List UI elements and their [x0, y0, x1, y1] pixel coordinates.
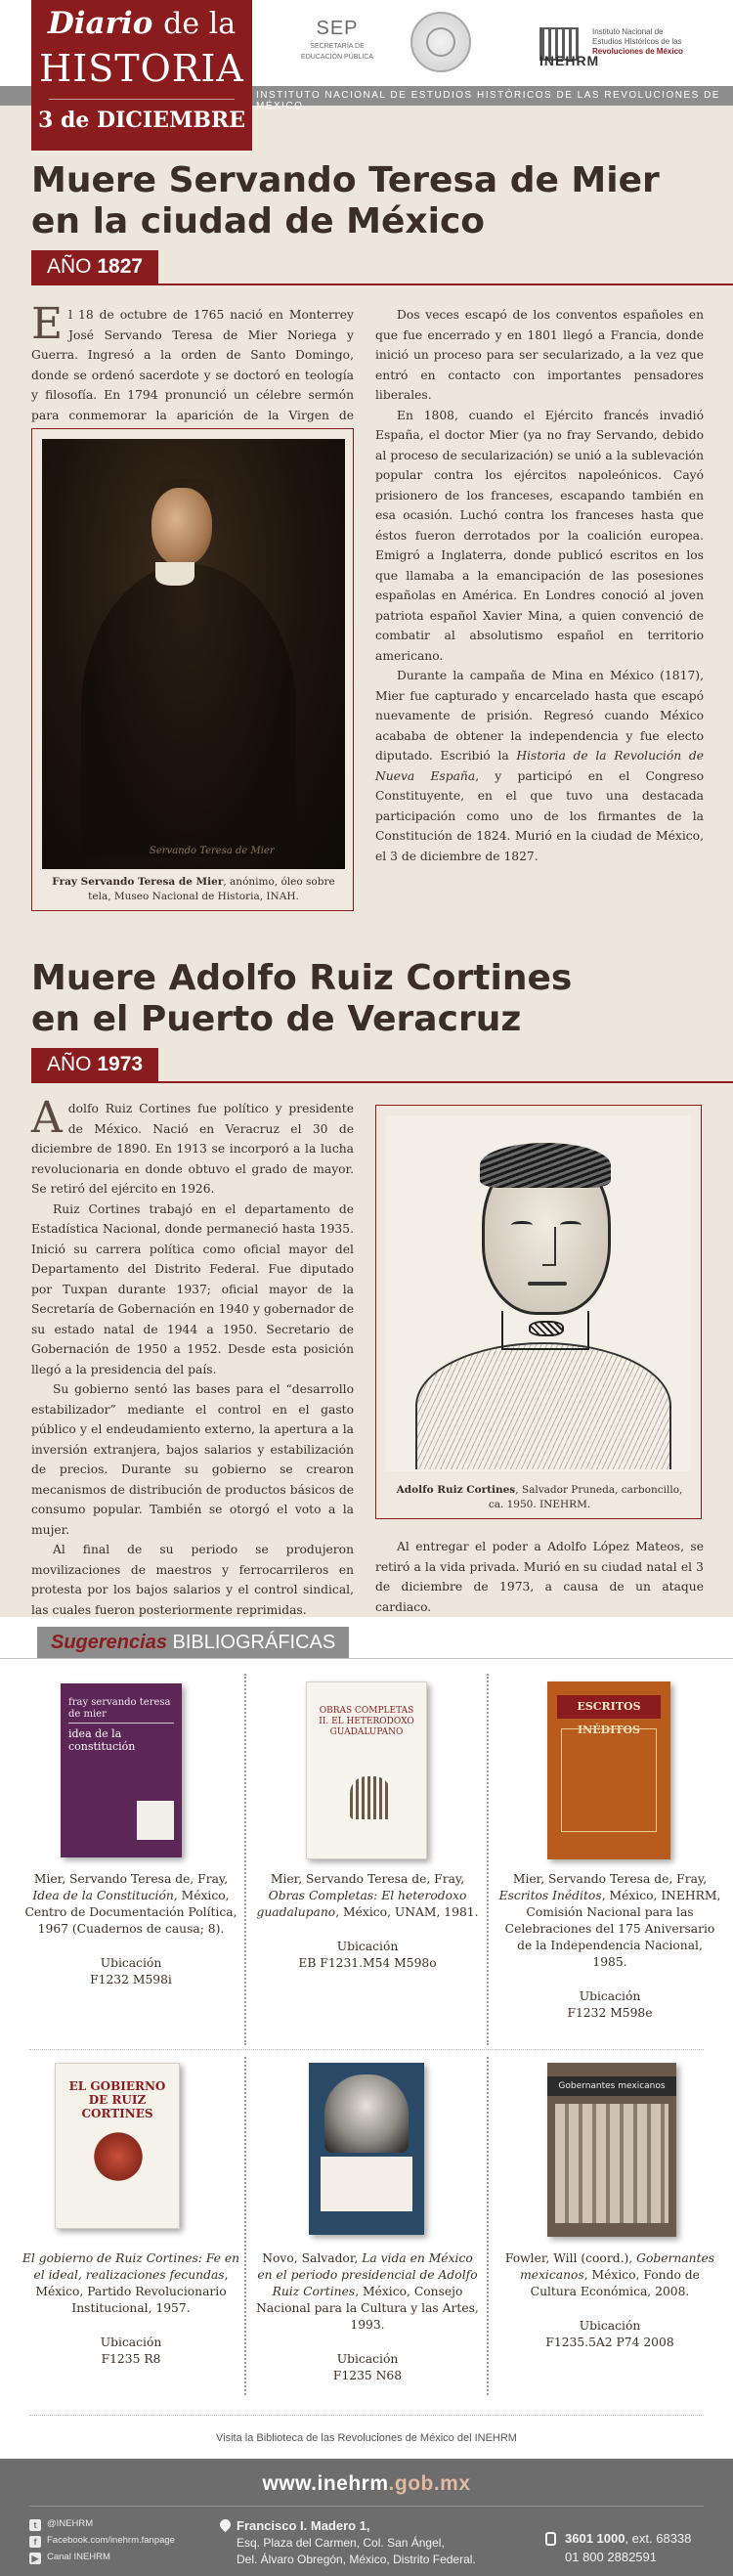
book-5-rest: , México, Consejo Nacional para la Cultura y las Artes, 1993.: [256, 2285, 479, 2332]
article2-dropcap: A: [31, 1093, 63, 1143]
book-4: [20, 2250, 242, 2368]
book-cover-2-title: OBRAS COMPLETAS II. EL HETERODOXO GUADALUPANO: [319, 1706, 414, 1737]
book-5-citation: [256, 2250, 479, 2334]
book-2-location: EB F1231.M54 M598o: [298, 1956, 437, 1970]
book-6-rest: , México, Fondo de Cultura Económica, 2008.: [530, 2268, 700, 2298]
book-cover-4[interactable]: [55, 2063, 180, 2229]
phone1-main[interactable]: 3601 1000: [565, 2531, 625, 2546]
twitter-icon: t: [29, 2519, 41, 2531]
illustration-icon: [93, 2126, 144, 2187]
book-5-author: Novo, Salvador,: [262, 2251, 359, 2265]
article1-p2: Dos veces escapó de los conventos españoles en que fue encerrado y en 1801 llegó a Francia, donde inició un proceso para ser secularizado, a la vez que entró en contacto con importantes pensadores liberales.: [375, 308, 704, 402]
article2-title: [31, 958, 572, 1040]
address-line3: Del. Álvaro Obregón, México, Distrito Federal.: [237, 2553, 476, 2566]
book-4-title: El gobierno de Ruiz Cortines: Fe en el ideal, realizaciones fecundas: [22, 2251, 240, 2282]
inehrm-logo: [539, 25, 715, 68]
book-3-title: Escritos Inéditos: [498, 1889, 602, 1902]
website-main[interactable]: www.inehrm: [262, 2472, 389, 2495]
book-4-location-label: Ubicación: [100, 2336, 162, 2349]
channel-link[interactable]: [29, 2549, 175, 2565]
book-cover-5[interactable]: [309, 2063, 424, 2235]
book-3-author: Mier, Servando Teresa de, Fray,: [512, 1872, 708, 1886]
ruiz-cortines-portrait: [386, 1115, 691, 1471]
book-5-title: La vida en México en el periodo presidencial de Adolfo Ruiz Cortines: [257, 2251, 478, 2298]
book-5-location-label: Ubicación: [336, 2352, 399, 2366]
column-divider: [487, 1674, 489, 2045]
book-6-author: Fowler, Will (coord.),: [504, 2251, 633, 2265]
sep-logo: [274, 18, 401, 62]
article2-caption: [388, 1483, 691, 1512]
sep-line2: EDUCACIÓN PÚBLICA: [301, 54, 373, 61]
footer: [0, 2459, 733, 2576]
article1-col2: [375, 305, 704, 866]
address-line2: Esq. Plaza del Carmen, Col. San Ángel,: [237, 2536, 445, 2550]
book-cover-6[interactable]: [547, 2063, 676, 2237]
address: [237, 2517, 476, 2568]
website-tld[interactable]: .gob.mx: [388, 2472, 471, 2495]
article2-p5: Al entregar el poder a Adolfo López Mateos, se retiró a la vida privada. Murió en su ciudad natal el 3 de diciembre de 1973, a causa de un ataque cardiaco.: [375, 1540, 704, 1614]
masthead-dela: de la: [163, 7, 237, 41]
masthead-historia: HISTORIA: [39, 47, 244, 90]
inehrm-line3: Revoluciones de México: [592, 47, 683, 56]
book-1-citation: [20, 1871, 242, 1938]
book-5: [256, 2250, 479, 2384]
facebook-icon: f: [29, 2536, 41, 2548]
article1-year: 1827: [97, 255, 144, 278]
inehrm-fullname: [592, 27, 683, 57]
article2-year-badge: [31, 1048, 158, 1081]
social-links: [29, 2515, 175, 2565]
phone-icon: [545, 2532, 556, 2546]
video-channel-icon: ▶: [29, 2553, 41, 2564]
article2-portrait-frame: [375, 1105, 702, 1519]
book-5-location: F1235 N68: [332, 2369, 403, 2382]
article2-col2: [375, 1537, 704, 1617]
article1-caption-bold: Fray Servando Teresa de Mier: [52, 876, 224, 888]
suggestions-tab: [37, 1627, 349, 1658]
book-2-rest: , México, UNAM, 1981.: [335, 1905, 479, 1919]
row-divider: [29, 2049, 704, 2050]
article2-p1: dolfo Ruiz Cortines fue político y presidente de México. Nació en Veracruz el 30 de diciembre de 1890. En 1913 se incorporó a la lucha revolucionaria en donde obtuvo el grado de mayor. Se retiró del ejército en 1926.: [31, 1102, 354, 1196]
article1-year-rule: [31, 284, 733, 285]
book-3-location: F1232 M598e: [567, 2006, 653, 2020]
article2-year-label: AÑO: [47, 1053, 92, 1075]
book-6: [498, 2250, 721, 2351]
article2-p3: Su gobierno sentó las bases para el “desarrollo estabilizador” mediante el control en el gasto público y el endeudamiento externo, la apertura a la inversión extranjera, bajos salarios y estabilización de precios. Durante su gobierno se crearon mecanismos de distribución de productos básicos de consumo popular. También se otorgó el voto a la mujer.: [31, 1382, 354, 1537]
article1-p4b: , y participó en el Congreso Constituyente, en el que tuvo una destacada participación como uno de los firmantes de la Constitución de 1824. Murió en la ciudad de México, el 3 de diciembre de 1827.: [375, 768, 704, 863]
book-3-rest: , México, INEHRM, Comisión Nacional para las Celebraciones del 175 Aniversario de la Independencia Nacional, 1985.: [504, 1889, 721, 1969]
article1-portrait-frame: [31, 428, 354, 911]
book-3-location-label: Ubicación: [579, 1989, 641, 2003]
emblem-icon: [350, 1776, 391, 1819]
book-cover-1-title: fray servando teresa de mier: [68, 1697, 171, 1720]
book-cover-6-title: Gobernantes mexicanos: [547, 2076, 676, 2096]
book-6-citation: [498, 2250, 721, 2300]
article1-p4-italic: Historia de la Revolución de Nueva España: [375, 749, 704, 783]
portrait-signature: Servando Teresa de Mier: [150, 846, 275, 856]
article1-title-line1: Muere Servando Teresa de Mier: [31, 160, 660, 200]
masthead-date: 3 de DICIEMBRE: [38, 108, 245, 133]
column-divider: [487, 2057, 489, 2395]
book-cover-3-title: ESCRITOS INÉDITOS: [557, 1695, 661, 1719]
book-cover-4-title: EL GOBIERNO DE RUIZ CORTINES: [68, 2079, 166, 2120]
book-3-citation: [498, 1871, 721, 1971]
book-3: [498, 1871, 721, 2022]
facebook-link[interactable]: [29, 2532, 175, 2549]
book-cover-1[interactable]: [61, 1683, 182, 1857]
article1-title-line2: en la ciudad de México: [31, 201, 486, 241]
column-divider: [244, 1674, 246, 2045]
phone1-ext: , ext. 68338: [625, 2531, 692, 2546]
article1-title: [31, 160, 660, 242]
book-1-location: F1232 M598i: [90, 1973, 172, 1987]
article2-caption-bold: Adolfo Ruiz Cortines: [396, 1484, 516, 1496]
book-2-author: Mier, Servando Teresa de, Fray,: [270, 1872, 465, 1886]
article1-year-label: AÑO: [47, 255, 92, 278]
phone-numbers: [565, 2529, 691, 2566]
article1-caption-rest: , anónimo, óleo sobre tela, Museo Nacional de Historia, INAH.: [88, 876, 335, 902]
channel-name[interactable]: Canal INEHRM: [47, 2552, 110, 2562]
website-link[interactable]: [0, 2472, 733, 2496]
twitter-link[interactable]: [29, 2515, 175, 2532]
suggestions-tab-italic: Sugerencias: [51, 1632, 167, 1653]
book-4-location: F1235 R8: [101, 2352, 161, 2366]
book-cover-2[interactable]: [306, 1681, 427, 1859]
article1-caption: [42, 875, 345, 904]
book-2-title: Obras Completas: El heterodoxo guadalupano: [256, 1889, 467, 1919]
row-divider: [29, 2415, 704, 2416]
book-1: [20, 1871, 242, 1988]
book-cover-3[interactable]: [547, 1681, 670, 1859]
masthead-diario-word: Diario: [47, 6, 153, 41]
article1-p4a: Durante la campaña de Mina en México (1817), Mier fue capturado y encarcelado hasta que escapó nuevamente de prisión. Regresó cuando México acababa de obtener la independencia y fue electo diputado. Escribió la: [375, 669, 704, 763]
masthead: [31, 0, 252, 151]
book-6-location-label: Ubicación: [579, 2319, 641, 2333]
article1-dropcap: E: [31, 299, 64, 349]
suggestions-tab-rest: BIBLIOGRÁFICAS: [166, 1632, 336, 1653]
sep-name: SEP: [316, 18, 359, 39]
national-seal-icon: [410, 12, 471, 72]
book-1-author: Mier, Servando Teresa de, Fray,: [33, 1872, 229, 1886]
masthead-diario: [31, 6, 252, 41]
inehrm-line2: Estudios Históricos de las: [592, 37, 682, 46]
article2-year-rule: [31, 1081, 733, 1083]
book-1-rest: , México, Centro de Documentación Política, 1967 (Cuadernos de causa; 8).: [24, 1889, 237, 1936]
article2-caption-rest: , Salvador Pruneda, carboncillo, ca. 1950. INEHRM.: [488, 1484, 683, 1510]
article2-year: 1973: [97, 1053, 144, 1075]
library-visit-text: Visita la Biblioteca de las Revoluciones de México del INEHRM: [216, 2432, 517, 2444]
article2-p2: Ruiz Cortines trabajó en el departamento de Estadística Nacional, donde permaneció hasta 1935. Inició su carrera política como oficial mayor del Departamento del Distrito Federal. Fue diputado por Tuxpan durante 1937; oficial mayor de la Secretaría de Gobernación en 1940 y gobernador de su estado natal de 1944 a 1950. Secretario de Gobernación de 1950 a 1952. Desde esta posición llegó a la presidencia del país.: [31, 1201, 354, 1376]
article1-p1: l 18 de octubre de 1765 nació en Monterrey José Servando Teresa de Mier Noriega y Guerra. Ingresó a la orden de Santo Domingo, donde se ordenó sacerdote y se doctoró en teología y filosofía. En 1794 pronunció un célebre sermón para conmemorar la aparición de la Virgen de: [31, 308, 354, 422]
photo-icon: [324, 2074, 409, 2153]
book-2-citation: [256, 1871, 479, 1921]
article1-year-badge: [31, 250, 158, 284]
building-photo-icon: [555, 2104, 668, 2223]
column-divider: [244, 2057, 246, 2395]
book-2: [256, 1871, 479, 1972]
book-1-title: Idea de la Constitución: [32, 1889, 174, 1902]
inehrm-word: INEHRM: [539, 53, 600, 68]
servando-portrait: [42, 439, 345, 869]
book-cover-1-subtitle: idea de la constitución: [68, 1723, 174, 1753]
address-line1: Francisco I. Madero 1,: [237, 2518, 370, 2533]
article2-title-line2: en el Puerto de Veracruz: [31, 999, 522, 1039]
book-2-location-label: Ubicación: [336, 1940, 399, 1953]
book-1-location-label: Ubicación: [100, 1956, 162, 1970]
phone2[interactable]: 01 800 2882591: [565, 2550, 657, 2564]
book-6-location: F1235.5A2 P74 2008: [545, 2336, 674, 2349]
suggestions-rule: [0, 1658, 733, 1659]
article1-p3: En 1808, cuando el Ejército francés invadió España, el doctor Mier (ya no fray Servando, debido al proceso de secularización) se unió a la sublevación popular contra los ejércitos napoleónicos. Cayó prisionero de los franceses, escapando también en esa ocasión. Luchó contra los franceses hasta que éstos fueron derrotados por la coalición europea. Emigró a Inglaterra, donde publicó escritos en los que llamaba a la emancipación de las posesiones españolas en América. En Londres conoció al joven patriota español Xavier Mina, a quien convenció de combatir al absolutismo español en territorio americano.: [375, 408, 704, 663]
facebook-url[interactable]: Facebook.com/inehrm.fanpage: [47, 2535, 175, 2546]
article2-p4: Al final de su periodo se produjeron movilizaciones de maestros y ferrocarrileros en protesta por los bajos salarios y el control sindical, las cuales fueron posteriormente reprimidas.: [31, 1543, 354, 1617]
sep-line1: SECRETARÍA DE: [310, 43, 365, 50]
article1-p4: [375, 666, 704, 866]
article2-title-line1: Muere Adolfo Ruiz Cortines: [31, 958, 573, 998]
article2-col1: [31, 1093, 354, 1620]
institute-bar-text: INSTITUTO NACIONAL DE ESTUDIOS HISTÓRICOS DE LAS REVOLUCIONES DE MÉXICO: [256, 90, 720, 111]
book-6-title: Gobernantes mexicanos: [520, 2251, 715, 2282]
book-4-rest: , México, Partido Revolucionario Institucional, 1957.: [35, 2268, 229, 2315]
twitter-handle[interactable]: @INEHRM: [47, 2518, 94, 2529]
inehrm-line1: Instituto Nacional de: [592, 27, 664, 36]
book-4-citation: [20, 2250, 242, 2317]
location-pin-icon: [218, 2517, 234, 2533]
